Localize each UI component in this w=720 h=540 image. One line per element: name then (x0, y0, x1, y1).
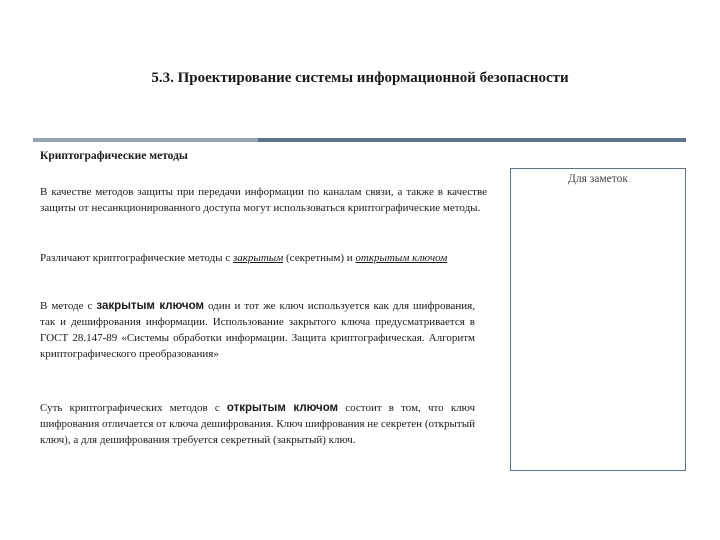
closed-key-bold: закрытым ключом (96, 300, 204, 312)
paragraph-methods-middle: (секретным) и (283, 252, 356, 264)
paragraph-closed-key-lead: В методе с (40, 300, 97, 312)
paragraph-closed-key (40, 298, 475, 362)
paragraph-intro: В качестве методов защиты при передачи информации по каналам связи, а также в качестве защиты от несанкционированного доступа могут использоваться криптографические методы. (40, 186, 487, 214)
open-key-bold: открытым ключом (226, 402, 339, 414)
paragraph-open-key-lead: Суть криптографических методов с (40, 402, 227, 414)
open-key-term: открытым ключом (355, 252, 448, 264)
paragraph-methods (40, 250, 475, 266)
notes-box[interactable] (510, 168, 686, 471)
paragraph-closed-key-body: один и тот же ключ используется как для шифрования, так и дешифрования информации. Использование закрытого ключа предусматривается в ГОСТ 28.147-89 «Системы обработки информации. Защита криптографическая. Алгоритм криптографического преобразования» (40, 300, 475, 360)
page-title: 5.3. Проектирование системы информационной безопасности (151, 70, 569, 86)
paragraph-methods-text: Различают криптографические методы с (40, 252, 233, 264)
notes-label: Для заметок (568, 173, 628, 185)
section-heading: Криптографические методы (40, 150, 188, 162)
closed-key-term: закрытым (232, 252, 284, 264)
header-rule-accent (258, 138, 686, 142)
paragraph-open-key (40, 400, 475, 448)
paragraph-open-key-body: состоит в том, что ключ шифрования отличается от ключа дешифрования. Ключ шифрования не секретен (открытый ключ), а для дешифрования требуется секретный (закрытый) ключ. (40, 402, 475, 446)
